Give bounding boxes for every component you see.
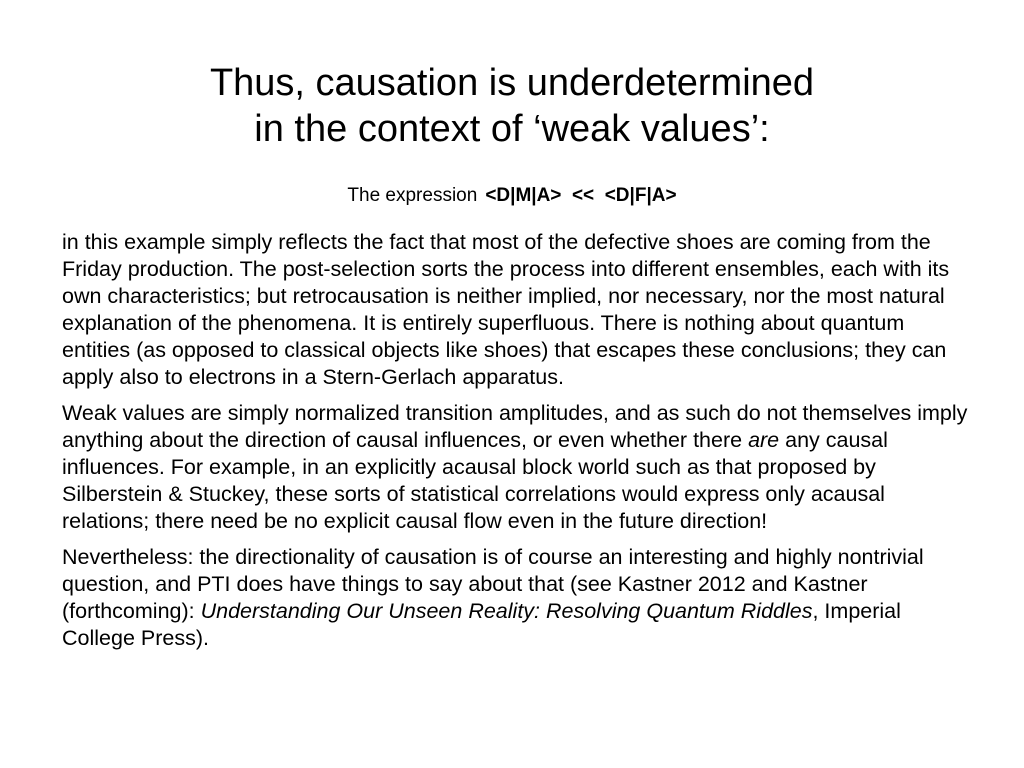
expression-formula: <D|M|A> << <D|F|A> bbox=[485, 185, 677, 206]
title-line-2: in the context of ‘weak values’: bbox=[254, 108, 770, 150]
paragraph-2-part-a: Weak values are simply normalized transition amplitudes, and as such do not themselves imply anything about the direction of causal influences, or even whether there bbox=[62, 401, 968, 452]
paragraph-3-part-a: Nevertheless: the directionality of causation is of course an interesting and highly nontrivial question, and PTI does have things to say about that (see Kastner 2012 and Kastner (forthcoming): bbox=[62, 545, 924, 623]
book-title: Understanding Our Unseen Reality: Resolving Quantum Riddles bbox=[200, 599, 813, 623]
paragraph-3 bbox=[62, 544, 972, 652]
paragraph-2-emphasis: are bbox=[748, 428, 780, 452]
body-text bbox=[62, 229, 972, 661]
expression-line bbox=[0, 184, 1024, 208]
expression-label: The expression bbox=[347, 185, 478, 206]
title-line-1: Thus, causation is underdetermined bbox=[209, 62, 815, 104]
paragraph-3-part-b: , Imperial College Press). bbox=[62, 599, 901, 650]
paragraph-2 bbox=[62, 400, 972, 535]
paragraph-1: in this example simply reflects the fact that most of the defective shoes are coming from the Friday production. The post-selection sorts the process into different ensembles, each with its own characteristics; but retrocausation is neither implied, nor necessary, nor the most natural explanation of the phenomena. It is entirely superfluous. There is nothing about quantum entities (as opposed to classical objects like shoes) that escapes these conclusions; they can apply also to electrons in a Stern-Gerlach apparatus. bbox=[62, 230, 950, 389]
paragraph-2-part-b: any causal influences. For example, in an explicitly acausal block world such as that proposed by Silberstein & Stuckey, these sorts of statistical correlations would express only acausal relations; there need be no explicit causal flow even in the future direction! bbox=[62, 428, 888, 533]
slide-title bbox=[0, 60, 1024, 152]
